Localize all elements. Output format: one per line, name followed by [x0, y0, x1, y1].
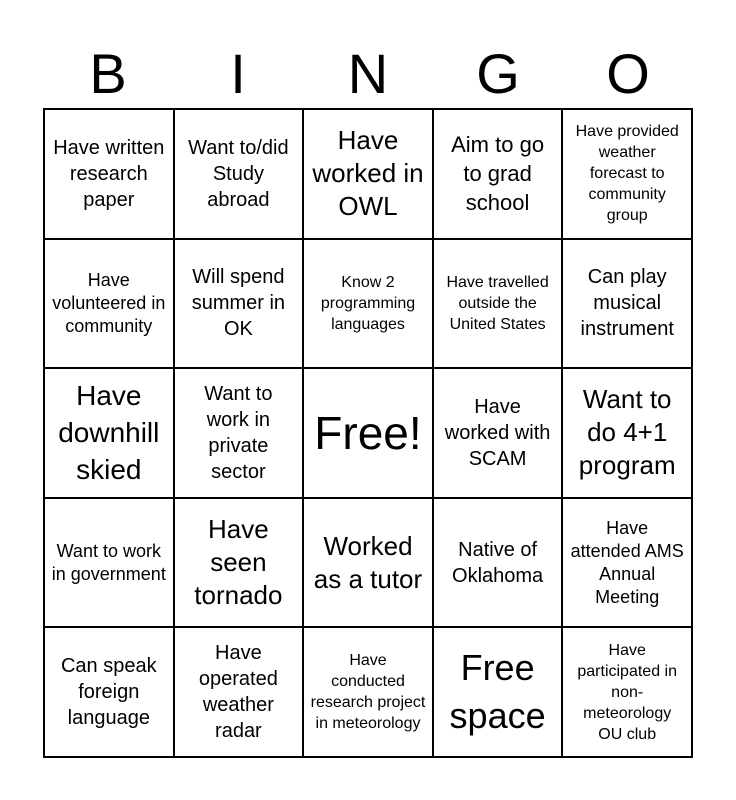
cell-text: Can play musical instrument — [580, 266, 674, 341]
header-letter-i: I — [230, 42, 246, 105]
bingo-header — [43, 40, 693, 108]
bingo-cell-r1-c3[interactable] — [433, 239, 563, 369]
cell-text: Have travelled outside the United States — [446, 273, 549, 333]
bingo-cell-r4-c3[interactable] — [433, 627, 563, 757]
cell-text: Have attended AMS Annual Meeting — [570, 517, 684, 607]
bingo-cell-r4-c1[interactable] — [174, 627, 304, 757]
bingo-cell-r2-c0[interactable] — [44, 368, 174, 498]
header-letter-g: G — [476, 42, 520, 105]
cell-text: Have seen tornado — [194, 514, 283, 611]
bingo-cell-r1-c1[interactable] — [174, 239, 304, 369]
bingo-cell-r2-c3[interactable] — [433, 368, 563, 498]
header-letter-n: N — [347, 42, 389, 105]
cell-text: Want to work in government — [51, 540, 166, 584]
bingo-grid — [43, 108, 693, 758]
bingo-cell-r0-c2[interactable] — [303, 109, 433, 239]
bingo-cell-r3-c4[interactable] — [562, 498, 692, 628]
free-space-text: Free space — [449, 647, 546, 737]
cell-text: Will spend summer in OK — [191, 266, 286, 341]
bingo-cell-r1-c4[interactable] — [562, 239, 692, 369]
bingo-cell-r0-c4[interactable] — [562, 109, 692, 239]
bingo-cell-r1-c0[interactable] — [44, 239, 174, 369]
bingo-cell-r4-c4[interactable] — [562, 627, 692, 757]
cell-text: Have worked in OWL — [312, 125, 424, 222]
bingo-cell-r2-c1[interactable] — [174, 368, 304, 498]
cell-text: Want to work in private sector — [204, 382, 273, 483]
cell-text: Have worked with SCAM — [444, 395, 551, 470]
bingo-cell-r3-c2[interactable] — [303, 498, 433, 628]
cell-text: Have provided weather forecast to community group — [575, 123, 679, 225]
cell-text: Have downhill skied — [58, 380, 160, 486]
bingo-cell-r3-c0[interactable] — [44, 498, 174, 628]
header-letter-b: B — [89, 42, 127, 105]
cell-text: Can speak foreign language — [60, 655, 157, 730]
cell-text: Have participated in non-meteorology OU club — [577, 641, 677, 743]
free-cell-text: Free! — [314, 406, 422, 459]
bingo-cell-r3-c1[interactable] — [174, 498, 304, 628]
cell-text: Want to do 4+1 program — [578, 384, 676, 481]
bingo-cell-r4-c0[interactable] — [44, 627, 174, 757]
bingo-cell-r0-c0[interactable] — [44, 109, 174, 239]
cell-text: Have written research paper — [53, 136, 165, 211]
cell-text: Have conducted research project in meteorology — [310, 652, 426, 733]
bingo-cell-r3-c3[interactable] — [433, 498, 563, 628]
cell-text: Native of Oklahoma — [452, 538, 544, 587]
bingo-cell-r4-c2[interactable] — [303, 627, 433, 757]
cell-text: Aim to go to grad school — [451, 132, 545, 216]
bingo-cell-r2-c4[interactable] — [562, 368, 692, 498]
cell-text: Want to/did Study abroad — [188, 136, 289, 211]
bingo-cell-r1-c2[interactable] — [303, 239, 433, 369]
cell-text: Have volunteered in community — [52, 269, 166, 336]
cell-text: Have operated weather radar — [198, 642, 278, 743]
header-letter-o: O — [606, 42, 650, 105]
bingo-cell-r0-c3[interactable] — [433, 109, 563, 239]
bingo-cell-r2-c2[interactable] — [303, 368, 433, 498]
cell-text: Know 2 programming languages — [320, 273, 416, 333]
bingo-cell-r0-c1[interactable] — [174, 109, 304, 239]
cell-text: Worked as a tutor — [313, 530, 423, 594]
